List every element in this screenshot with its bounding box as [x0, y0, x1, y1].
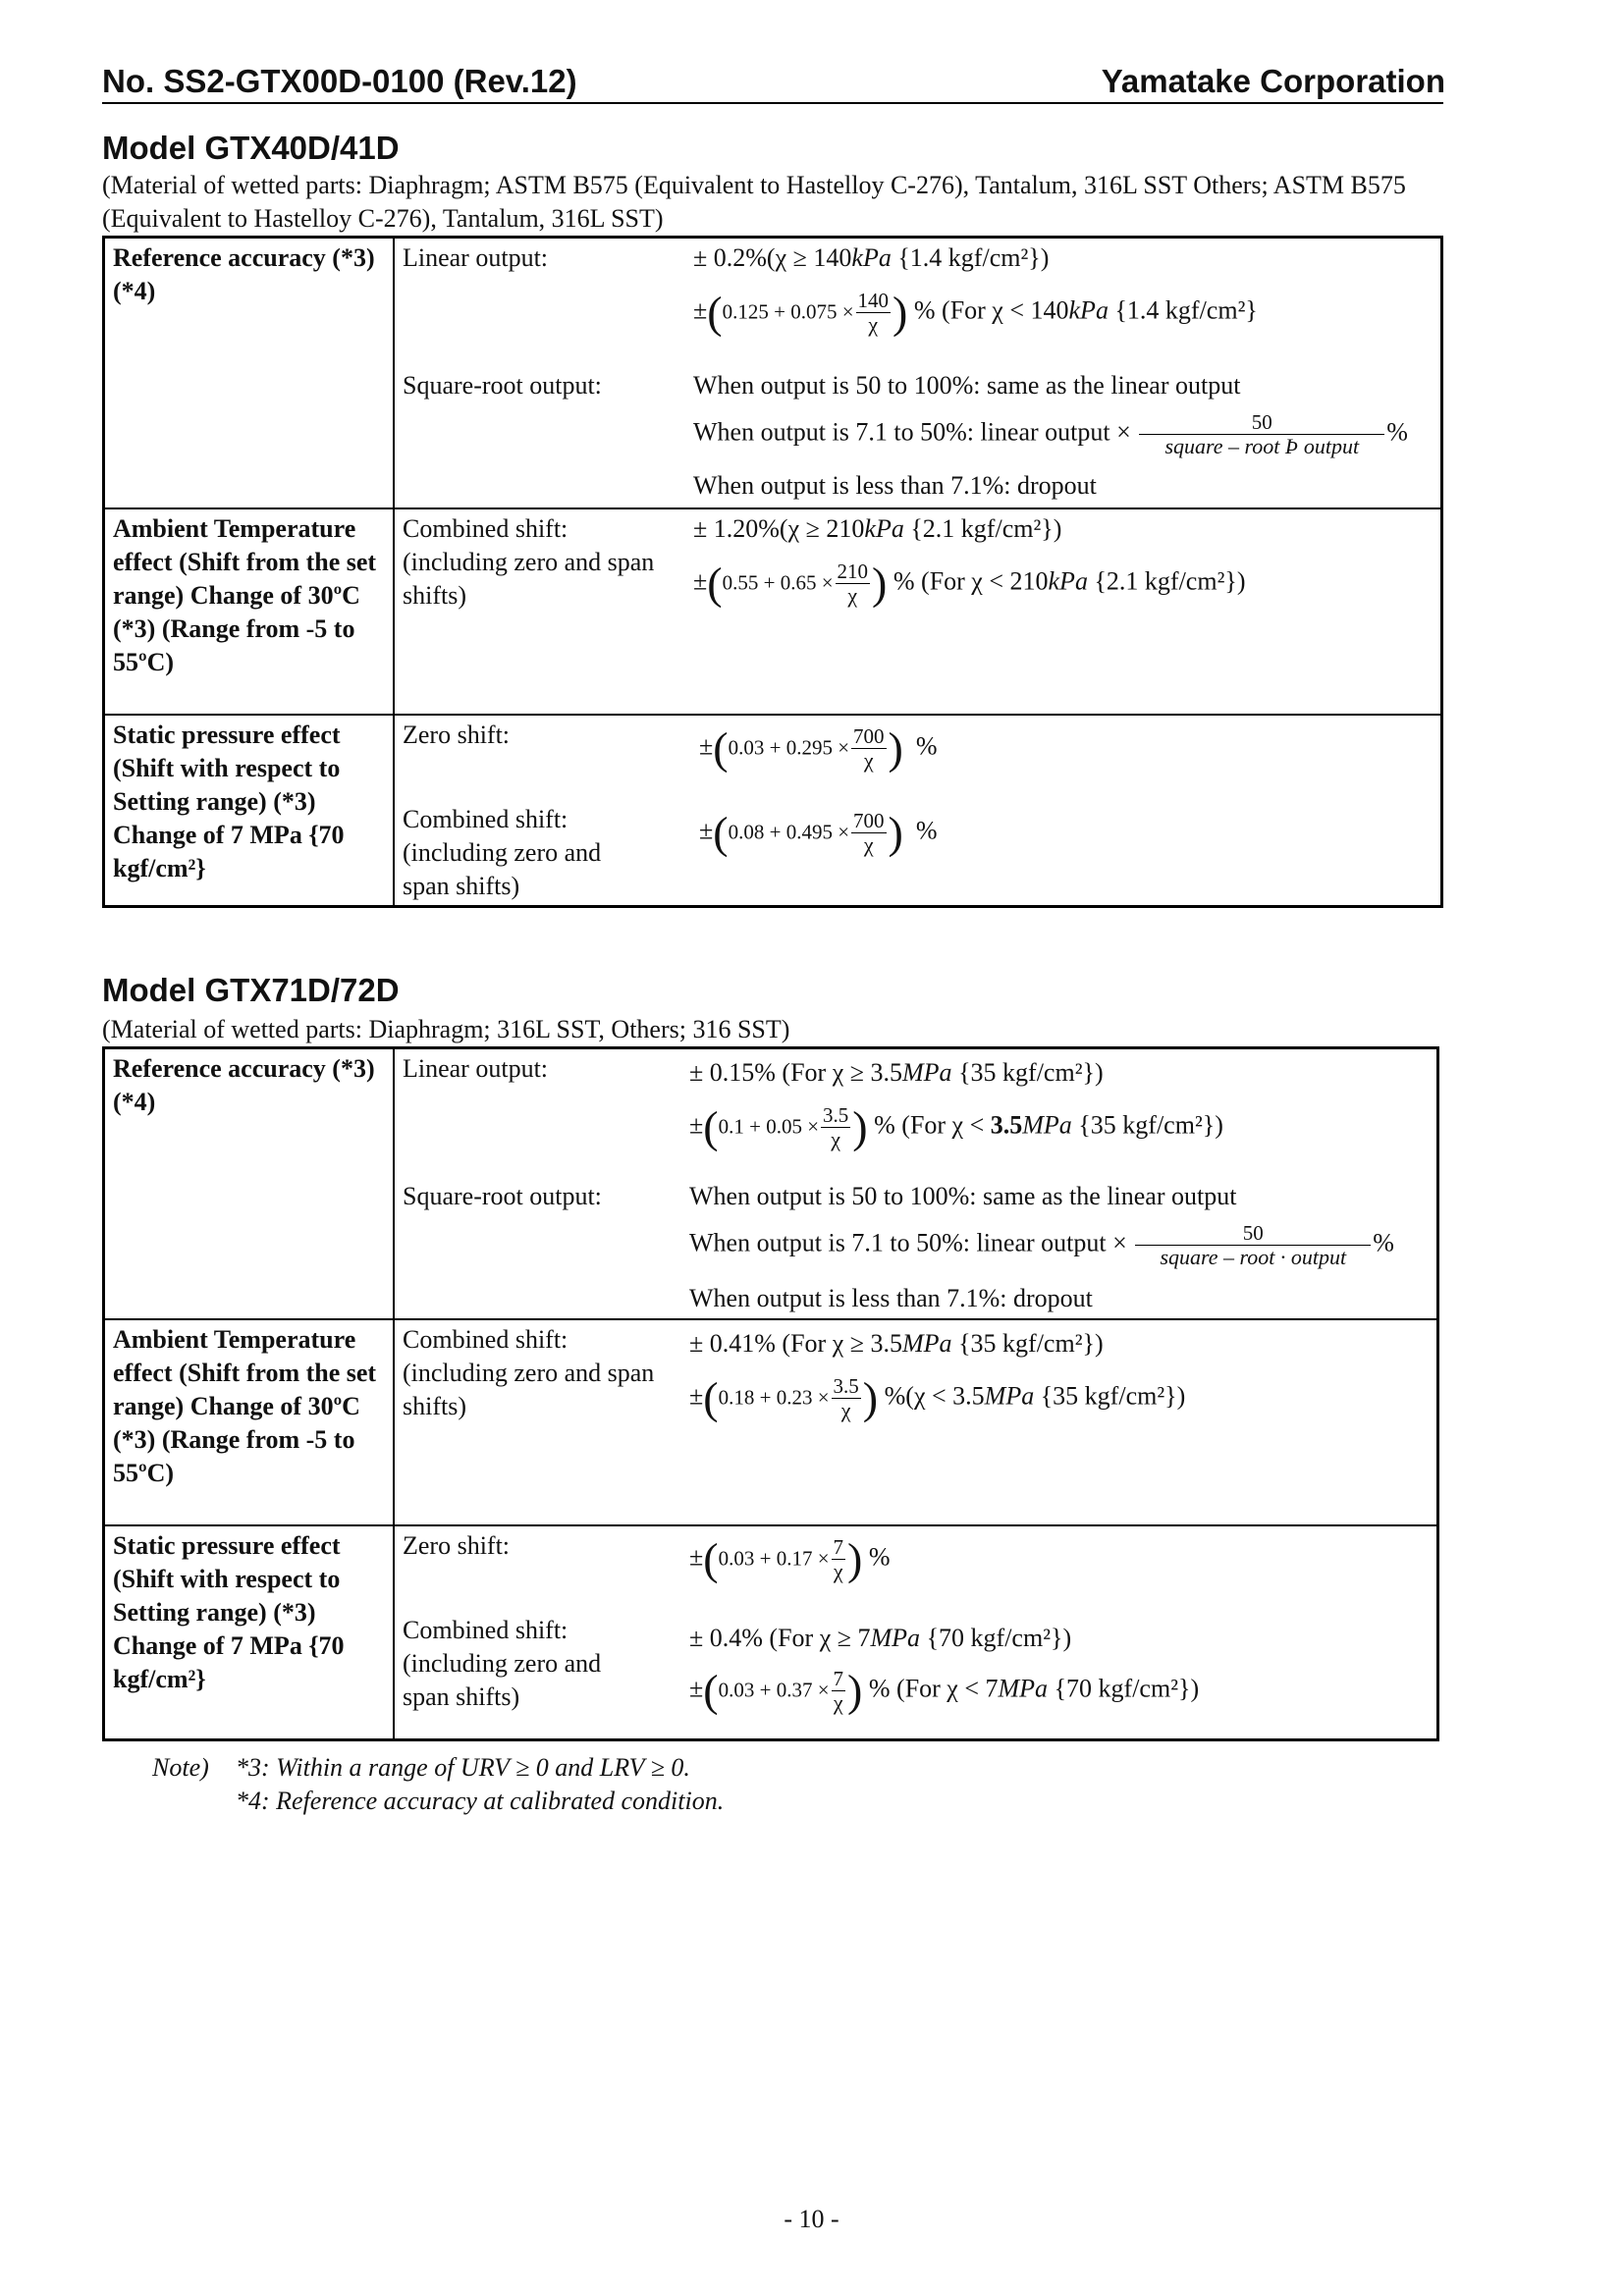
row-label: Reference accuracy (*3)(*4) — [104, 238, 395, 509]
section1-title: Model GTX40D/41D — [102, 130, 400, 166]
linear-label: Linear output: — [403, 243, 549, 272]
shift-labels — [394, 1525, 681, 1740]
combined-shift-label: Combined shift: (including zero and span shifts) — [403, 1616, 602, 1711]
static-formulas — [681, 1525, 1438, 1740]
linear-sqrt-labels — [394, 238, 685, 509]
row-label: Ambient Temperature effect (Shift from the set range) Change of 30ºC (*3) (Range from -5 to 55ºC) — [104, 508, 395, 715]
linear-label: Linear output: — [403, 1054, 549, 1083]
formula-line: When output is 7.1 to 50%: linear output × $\frac{50}{\text{square – root · output}}$ % — [689, 1221, 1394, 1269]
row-label: Static pressure effect (Shift with respect to Setting range) (*3) Change of 7 MPa {70 kgf/cm²} — [104, 715, 395, 906]
page-number: - 10 - — [784, 2205, 839, 2233]
formula-line: When output is 50 to 100%: same as the linear output — [689, 1182, 1237, 1210]
formula-line: ±(0.03 + 0.37 × $\frac{7}{\chi}$ ) % (For χ < 7MPa {70 kgf/cm²}) — [689, 1665, 1200, 1716]
combined-shift-label: Combined shift: (including zero and span shifts) — [403, 805, 602, 900]
formula-line: When output is 7.1 to 50%: linear output × $\frac{50}{\text{square – root Þ output}}$ % — [693, 410, 1408, 458]
shift-label: Combined shift: (including zero and span shifts) — [394, 508, 685, 715]
formula-line: ± 1.20%(χ ≥ 210kPa {2.1 kgf/cm²}) — [693, 514, 1062, 543]
note-prefix: Note) — [152, 1753, 209, 1782]
formula-line: ± 0.15% (For χ ≥ 3.5MPa {35 kgf/cm²}) — [689, 1058, 1104, 1087]
table-row — [104, 1048, 1438, 1320]
formula-line: ±(0.08 + 0.495 × $\frac{700}{\chi}$ ) % — [699, 807, 938, 858]
formula-line: ±(0.03 + 0.17 × $\frac{7}{\chi}$ ) % — [689, 1533, 891, 1584]
header-rule — [102, 102, 1443, 104]
row-label: Ambient Temperature effect (Shift from the set range) Change of 30ºC (*3) (Range from -5 to 55ºC) — [104, 1319, 395, 1525]
row-label: Reference accuracy (*3)(*4) — [104, 1048, 395, 1320]
section1-material: (Material of wetted parts: Diaphragm; ASTM B575 (Equivalent to Hastelloy C-276), Tantalum, 316L SST Others; ASTM B575 (Equivalent to Hastelloy C-276), Tantalum, 316L SST) — [102, 171, 1406, 233]
zero-shift-label: Zero shift: — [403, 721, 511, 749]
company-name: Yamatake Corporation — [1101, 63, 1445, 99]
sqrt-label: Square-root output: — [403, 1182, 602, 1210]
formula-line: ±(0.125 + 0.075 × $\frac{140}{\chi}$ ) % (For χ < 140kPa {1.4 kgf/cm²} — [693, 287, 1258, 338]
table-row — [104, 715, 1442, 906]
formula-line: ± 0.4% (For χ ≥ 7MPa {70 kgf/cm²}) — [689, 1624, 1072, 1652]
accuracy-formulas — [685, 238, 1442, 509]
section1-spec-table — [102, 236, 1443, 908]
formula-line: ±(0.18 + 0.23 × $\frac{3.5}{\chi}$ ) %(χ < 3.5MPa {35 kgf/cm²}) — [689, 1372, 1186, 1423]
ambient-formulas — [685, 508, 1442, 715]
formula-line: When output is less than 7.1%: dropout — [693, 471, 1097, 500]
ambient-formulas — [681, 1319, 1438, 1525]
formula-line: When output is 50 to 100%: same as the linear output — [693, 371, 1241, 400]
formula-line: When output is less than 7.1%: dropout — [689, 1284, 1093, 1312]
formula-line: ±(0.1 + 0.05 × $\frac{3.5}{\chi}$ ) % (For χ < 3.5MPa {35 kgf/cm²}) — [689, 1101, 1223, 1152]
accuracy-formulas — [681, 1048, 1438, 1320]
note-3: *3: Within a range of URV ≥ 0 and LRV ≥ 0. — [236, 1753, 690, 1782]
static-formulas — [685, 715, 1442, 906]
shift-labels — [394, 715, 685, 906]
formula-line: ± 0.2%(χ ≥ 140kPa {1.4 kgf/cm²}) — [693, 243, 1050, 272]
linear-sqrt-labels — [394, 1048, 681, 1320]
section2-title: Model GTX71D/72D — [102, 972, 400, 1008]
formula-line: ± 0.41% (For χ ≥ 3.5MPa {35 kgf/cm²}) — [689, 1329, 1104, 1358]
note-4: *4: Reference accuracy at calibrated condition. — [236, 1787, 725, 1815]
zero-shift-label: Zero shift: — [403, 1531, 511, 1560]
sqrt-label: Square-root output: — [403, 371, 602, 400]
formula-line: ±(0.03 + 0.295 × $\frac{700}{\chi}$ ) % — [699, 722, 938, 774]
section2-material: (Material of wetted parts: Diaphragm; 316L SST, Others; 316 SST) — [102, 1015, 790, 1043]
table-row — [104, 508, 1442, 715]
table-row — [104, 1525, 1438, 1740]
section2-spec-table — [102, 1046, 1439, 1741]
table-row — [104, 1319, 1438, 1525]
formula-line: ±(0.55 + 0.65 × $\frac{210}{\chi}$ ) % (For χ < 210kPa {2.1 kgf/cm²}) — [693, 558, 1246, 609]
shift-label: Combined shift: (including zero and span shifts) — [394, 1319, 681, 1525]
doc-number: No. SS2-GTX00D-0100 (Rev.12) — [102, 63, 577, 99]
row-label: Static pressure effect (Shift with respect to Setting range) (*3) Change of 7 MPa {70 kgf/cm²} — [104, 1525, 395, 1740]
table-row — [104, 238, 1442, 509]
